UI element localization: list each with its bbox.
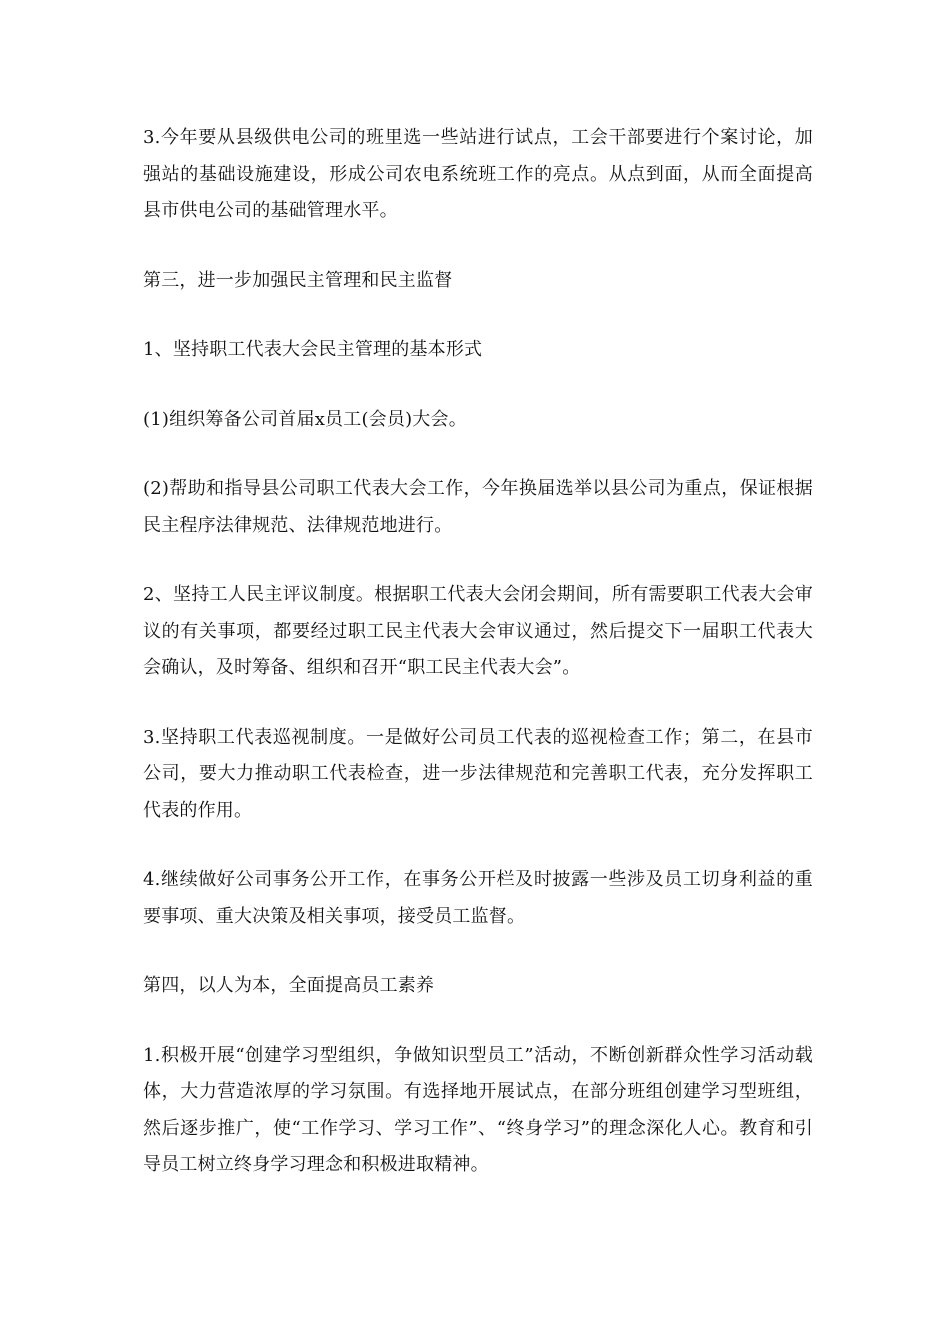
paragraph-item-3: 3.坚持职工代表巡视制度。一是做好公司员工代表的巡视检查工作；第二，在县市公司，要大力推动职工代表检查，进一步法律规范和完善职工代表，充分发挥职工代表的作用。 [143, 726, 813, 821]
section-heading-3: 第三，进一步加强民主管理和民主监督 [143, 269, 453, 291]
paragraph-subitem-1: (1)组织筹备公司首届x员工(会员)大会。 [143, 408, 467, 430]
paragraph-item-4: 4.继续做好公司事务公开工作，在事务公开栏及时披露一些涉及员工切身利益的重要事项、重大决策及相关事项，接受员工监督。 [143, 869, 813, 927]
paragraph-item-2: 2、坚持工人民主评议制度。根据职工代表大会闭会期间，所有需要职工代表大会审议的有关事项，都要经过职工民主代表大会审议通过，然后提交下一届职工代表大会确认，及时筹备、组织和召开“职工民主代表大会”。 [143, 584, 813, 678]
section-heading-4: 第四，以人为本，全面提高员工素养 [143, 975, 435, 996]
paragraph-1: 3.今年要从县级供电公司的班里选一些站进行试点，工会干部要进行个案讨论，加强站的基础设施建设，形成公司农电系统班工作的亮点。从点到面，从而全面提高县市供电公司的基础管理水平。 [143, 127, 813, 221]
paragraph-item-1: 1、坚持职工代表大会民主管理的基本形式 [143, 339, 483, 360]
paragraph-subitem-2: (2)帮助和指导县公司职工代表大会工作，今年换届选举以县公司为重点，保证根据民主程序法律规范、法律规范地进行。 [143, 478, 813, 536]
document-body [143, 120, 813, 1217]
paragraph-item-5: 1.积极开展“创建学习型组织，争做知识型员工”活动，不断创新群众性学习活动载体，大力营造浓厚的学习氛围。有选择地开展试点，在部分班组创建学习型班组，然后逐步推广，使“工作学习、学习工作”、“终身学习”的理念深化人心。教育和引导员工树立终身学习理念和积极进取精神。 [143, 1044, 813, 1175]
